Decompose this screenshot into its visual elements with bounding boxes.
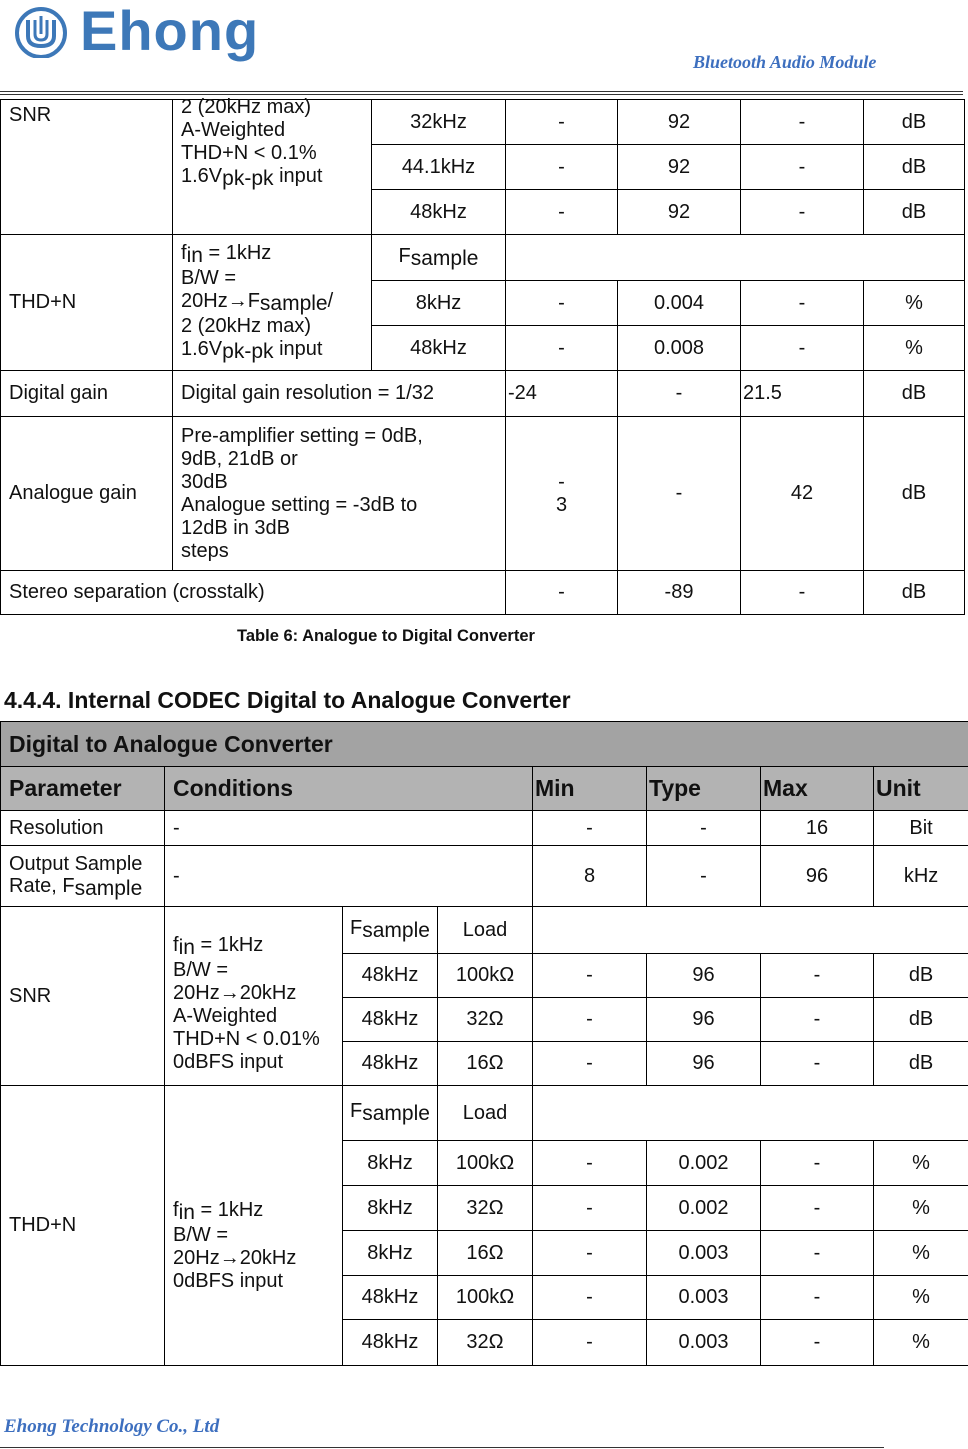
max-cell: -: [741, 281, 864, 326]
min-cell: 8: [533, 846, 647, 907]
param-analogue-gain: Analogue gain: [1, 417, 173, 571]
typ-cell: -: [647, 846, 761, 907]
param-thdn: THD+N: [1, 235, 173, 371]
typ-cell: 96: [647, 1042, 761, 1086]
min-cell: -: [506, 571, 618, 615]
unit-cell: dB: [874, 954, 968, 998]
min-cell: -: [533, 1276, 647, 1320]
empty-cell: [533, 907, 968, 954]
unit-cell: dB: [874, 1042, 968, 1086]
min-cell: -: [533, 954, 647, 998]
min-cell: - 3: [506, 417, 618, 571]
fs-cell: 48kHz: [343, 1320, 438, 1366]
max-cell: -: [741, 100, 864, 145]
load-cell: 16Ω: [438, 1231, 533, 1276]
unit-cell: Bit: [874, 811, 968, 846]
table-row: [1, 846, 968, 907]
fs-header: Fsample: [343, 1086, 438, 1141]
typ-cell: -89: [618, 571, 741, 615]
fs-cell: 48kHz: [343, 954, 438, 998]
max-cell: -: [741, 326, 864, 371]
fs-cell: 8kHz: [343, 1186, 438, 1231]
max-cell: 42: [741, 417, 864, 571]
unit-cell: dB: [864, 417, 965, 571]
load-header: Load: [438, 1086, 533, 1141]
max-cell: -: [761, 1042, 874, 1086]
fs-cell: 32kHz: [372, 100, 506, 145]
fs-cell: 48kHz: [343, 1042, 438, 1086]
header-type: Type: [647, 767, 761, 811]
thdn-conditions: fin = 1kHz B/W = 20Hz→Fsample/ 2 (20kHz max) 1.6Vpk-pk input: [173, 235, 372, 371]
footer-divider: [0, 1447, 884, 1448]
min-cell: -: [506, 190, 618, 235]
fs-cell: 48kHz: [343, 1276, 438, 1320]
min-cell: -: [533, 1320, 647, 1366]
unit-cell: %: [874, 1186, 968, 1231]
unit-cell: %: [874, 1141, 968, 1186]
param-snr: SNR: [1, 907, 165, 1086]
document-subtitle: Bluetooth Audio Module: [693, 52, 877, 72]
min-cell: -: [533, 811, 647, 846]
typ-cell: 0.008: [618, 326, 741, 371]
typ-cell: 92: [618, 100, 741, 145]
header-divider: [0, 94, 963, 95]
typ-cell: -: [618, 417, 741, 571]
min-cell: -: [533, 1042, 647, 1086]
table-row: [1, 1086, 968, 1141]
header-max: Max: [761, 767, 874, 811]
table-row: [1, 100, 965, 145]
table-row: [1, 417, 965, 571]
fs-cell: 8kHz: [343, 1231, 438, 1276]
unit-cell: dB: [864, 100, 965, 145]
typ-cell: -: [647, 811, 761, 846]
min-cell: -: [506, 326, 618, 371]
unit-cell: %: [874, 1276, 968, 1320]
param-thdn: THD+N: [1, 1086, 165, 1366]
typ-cell: 96: [647, 998, 761, 1042]
conditions-cell: -: [165, 846, 533, 907]
fs-cell: 48kHz: [343, 998, 438, 1042]
unit-cell: %: [874, 1320, 968, 1366]
load-cell: 32Ω: [438, 998, 533, 1042]
typ-cell: -: [618, 371, 741, 417]
header-parameter: Parameter: [1, 767, 165, 811]
load-cell: 32Ω: [438, 1186, 533, 1231]
dac-table: [0, 721, 968, 1366]
company-logo-text: Ehong: [80, 0, 260, 62]
param-output-sample-rate: Output Sample Rate, Fsample: [1, 846, 165, 907]
max-cell: -: [741, 190, 864, 235]
typ-cell: 96: [647, 954, 761, 998]
typ-cell: 0.003: [647, 1231, 761, 1276]
header-min: Min: [533, 767, 647, 811]
load-cell: 100kΩ: [438, 954, 533, 998]
footer-company: Ehong Technology Co., Ltd: [4, 1416, 220, 1437]
section-heading: 4.4.4. Internal CODEC Digital to Analogue Converter: [4, 687, 571, 713]
min-cell: -: [533, 1141, 647, 1186]
load-cell: 100kΩ: [438, 1276, 533, 1320]
typ-cell: 0.003: [647, 1320, 761, 1366]
max-cell: 16: [761, 811, 874, 846]
header-divider: [0, 91, 963, 92]
typ-cell: 92: [618, 190, 741, 235]
table-row: [1, 235, 965, 281]
table-caption: Table 6: Analogue to Digital Converter: [237, 627, 535, 645]
thdn-conditions: fin = 1kHz B/W = 20Hz→20kHz 0dBFS input: [165, 1086, 343, 1366]
typ-cell: 92: [618, 145, 741, 190]
fs-cell: 44.1kHz: [372, 145, 506, 190]
max-cell: -: [761, 1320, 874, 1366]
load-header: Load: [438, 907, 533, 954]
fs-cell: 48kHz: [372, 326, 506, 371]
table-title-row: [1, 722, 968, 767]
typ-cell: 0.003: [647, 1276, 761, 1320]
adc-table: [0, 96, 965, 615]
fs-cell: 8kHz: [372, 281, 506, 326]
min-cell: -: [533, 998, 647, 1042]
fs-header: Fsample: [343, 907, 438, 954]
min-cell: -: [506, 281, 618, 326]
param-resolution: Resolution: [1, 811, 165, 846]
conditions-cell: -: [165, 811, 533, 846]
analogue-gain-conditions: Pre-amplifier setting = 0dB, 9dB, 21dB or 30dB Analogue setting = -3dB to 12dB in 3dB steps: [173, 417, 506, 571]
fs-cell: 48kHz: [372, 190, 506, 235]
max-cell: -: [741, 145, 864, 190]
table-header-row: [1, 767, 968, 811]
typ-cell: 0.002: [647, 1186, 761, 1231]
max-cell: -: [761, 954, 874, 998]
max-cell: -: [761, 1186, 874, 1231]
unit-cell: dB: [864, 571, 965, 615]
min-cell: -: [533, 1186, 647, 1231]
max-cell: -: [761, 1141, 874, 1186]
max-cell: -: [761, 998, 874, 1042]
table-row: [1, 571, 965, 615]
max-cell: -: [761, 1276, 874, 1320]
fs-cell: 8kHz: [343, 1141, 438, 1186]
empty-cell: [506, 235, 965, 281]
ehong-logo-icon: [12, 6, 70, 58]
param-stereo-separation: Stereo separation (crosstalk): [1, 571, 506, 615]
load-cell: 16Ω: [438, 1042, 533, 1086]
min-cell: -: [533, 1231, 647, 1276]
header-unit: Unit: [874, 767, 968, 811]
max-cell: -: [761, 1231, 874, 1276]
unit-cell: dB: [864, 145, 965, 190]
table-row: [1, 907, 968, 954]
unit-cell: dB: [864, 190, 965, 235]
unit-cell: kHz: [874, 846, 968, 907]
min-cell: -24: [506, 371, 618, 417]
unit-cell: %: [864, 281, 965, 326]
header-conditions: Conditions: [165, 767, 533, 811]
load-cell: 32Ω: [438, 1320, 533, 1366]
typ-cell: 0.002: [647, 1141, 761, 1186]
unit-cell: %: [874, 1231, 968, 1276]
typ-cell: 0.004: [618, 281, 741, 326]
table-row: [1, 811, 968, 846]
param-snr: SNR: [1, 100, 173, 235]
dac-table-title: Digital to Analogue Converter: [1, 722, 968, 767]
unit-cell: dB: [874, 998, 968, 1042]
max-cell: -: [741, 571, 864, 615]
fs-header: Fsample: [372, 235, 506, 281]
table-row: [1, 371, 965, 417]
snr-conditions: fin = 1kHz B/W = 20Hz→20kHz A-Weighted THD+N < 0.01% 0dBFS input: [165, 907, 343, 1086]
max-cell: 96: [761, 846, 874, 907]
unit-cell: %: [864, 326, 965, 371]
empty-cell: [533, 1086, 968, 1141]
param-digital-gain: Digital gain: [1, 371, 173, 417]
unit-cell: dB: [864, 371, 965, 417]
load-cell: 100kΩ: [438, 1141, 533, 1186]
max-cell: 21.5: [741, 371, 864, 417]
min-cell: -: [506, 145, 618, 190]
snr-conditions: 2 (20kHz max) A-Weighted THD+N < 0.1% 1.6Vpk-pk input: [173, 100, 372, 235]
min-cell: -: [506, 100, 618, 145]
digital-gain-conditions: Digital gain resolution = 1/32: [173, 371, 506, 417]
